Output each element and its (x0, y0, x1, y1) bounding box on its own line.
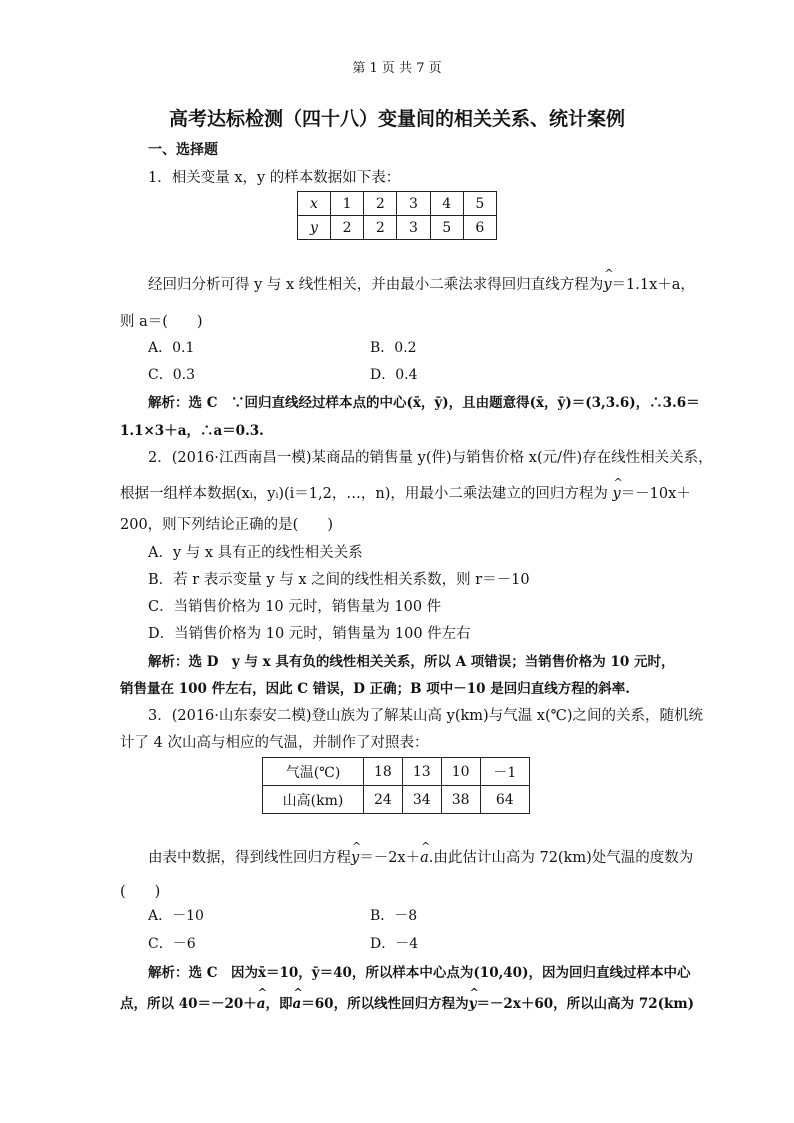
q3-data-table (262, 757, 530, 814)
q3-stem-line1: 3．(2016·山东泰安二模)登山族为了解某山高 y(km)与气温 x(℃)之间的关系，随机统 (148, 708, 704, 724)
q2-stem-line1: 2．(2016·江西南昌一模)某商品的销售量 y(件)与销售价格 x(元/件)存在线性相关关系， (148, 450, 713, 466)
q3-option-a: A．－10 (148, 908, 204, 924)
q3-table-cell: 34 (402, 786, 441, 814)
q1-table-cell: 2 (364, 192, 397, 216)
q3-table-cell: 10 (441, 758, 480, 786)
q1-table-cell: 3 (397, 192, 430, 216)
page-header: 第 1 页 共 7 页 (352, 61, 442, 76)
q3-analysis-line1: 解析：选 C 因为x̄＝10，ȳ＝40，所以样本中心点为(10,40)，因为回归直线过样本中心 (148, 965, 691, 981)
q1-analysis-line2: 1.1×3＋a，∴a＝0.3. (120, 423, 264, 439)
q3-table-cell: 24 (364, 786, 403, 814)
q1-table-cell: 2 (331, 216, 364, 240)
section-heading: 一、选择题 (148, 142, 218, 158)
q3-table-cell: 13 (402, 758, 441, 786)
q2-option-c: C．当销售价格为 10 元时，销售量为 100 件 (148, 599, 442, 615)
q1-table-cell: 4 (430, 192, 463, 216)
q1-option-c: C．0.3 (148, 367, 195, 383)
q3-table-row-height (263, 786, 530, 814)
q3-table-cell: 64 (480, 786, 529, 814)
q1-table-cell: 3 (397, 216, 430, 240)
q2-stem-line2: 根据一组样本数据(xᵢ，yᵢ)(i＝1,2，…，n)，用最小二乘法建立的回归方程为 ^ y＝－10x＋ (120, 482, 691, 503)
q1-analysis-line1: 解析：选 C ∵回归直线经过样本点的中心(x̄，ȳ)，且由题意得(x̄，ȳ)＝(3,3.6)，∴3.6＝ (148, 395, 700, 411)
q3-option-b: B．－8 (370, 908, 418, 924)
q1-regression-text: 经回归分析可得 y 与 x 线性相关，并由最小二乘法求得回归直线方程为^ y＝1.1x＋a， (148, 273, 695, 294)
q1-table-cell: y (298, 216, 331, 240)
q1-table-row-x (298, 192, 497, 216)
q2-option-d: D．当销售价格为 10 元时，销售量为 100 件左右 (148, 626, 471, 642)
q3-analysis-line2: 点，所以 40＝－20＋^ a，即^ a＝60，所以线性回归方程为^ y＝－2x＋60，所以山高为 72(km) (120, 992, 694, 1012)
q1-question: 则 a＝( ) (120, 314, 203, 330)
q3-question: ( ) (120, 884, 161, 900)
q1-stem: 1．相关变量 x，y 的样本数据如下表： (148, 170, 401, 186)
q1-option-b: B．0.2 (370, 340, 417, 356)
q1-table-cell: 5 (463, 192, 496, 216)
q3-stem-line2: 计了 4 次山高与相应的气温，并制作了对照表： (120, 735, 429, 751)
q2-option-a: A．y 与 x 具有正的线性相关关系 (148, 545, 363, 561)
q2-analysis-line2: 销售量在 100 件左右，因此 C 错误，D 正确；B 项中－10 是回归直线方程的斜率. (120, 681, 630, 697)
q1-data-table (297, 191, 497, 240)
page-title: 高考达标检测（四十八）变量间的相关关系、统计案例 (168, 108, 625, 130)
q1-table-cell: 1 (331, 192, 364, 216)
q1-table-cell: 6 (463, 216, 496, 240)
q3-table-cell: －1 (480, 758, 529, 786)
q1-table-row-y (298, 216, 497, 240)
q3-table-cell: 山高(km) (263, 786, 364, 814)
q3-option-d: D．－4 (370, 936, 419, 952)
q1-option-d: D．0.4 (370, 367, 418, 383)
q3-regression-text: 由表中数据，得到线性回归方程^ y＝－2x＋^ a.由此估计山高为 72(km)处气温的度数为 (148, 846, 693, 867)
q1-table-cell: x (298, 192, 331, 216)
q2-analysis-line1: 解析：选 D y 与 x 具有负的线性相关关系，所以 A 项错误；当销售价格为 10 元时， (148, 654, 675, 670)
q3-table-row-temp (263, 758, 530, 786)
q1-table-cell: 5 (430, 216, 463, 240)
q3-option-c: C．－6 (148, 936, 196, 952)
q1-option-a: A．0.1 (148, 340, 195, 356)
q2-stem-line3: 200，则下列结论正确的是( ) (120, 517, 333, 533)
q3-table-cell: 气温(℃) (263, 758, 364, 786)
q3-table-cell: 18 (364, 758, 403, 786)
q2-option-b: B．若 r 表示变量 y 与 x 之间的线性相关系数，则 r＝－10 (148, 572, 530, 588)
q1-table-cell: 2 (364, 216, 397, 240)
q3-table-cell: 38 (441, 786, 480, 814)
